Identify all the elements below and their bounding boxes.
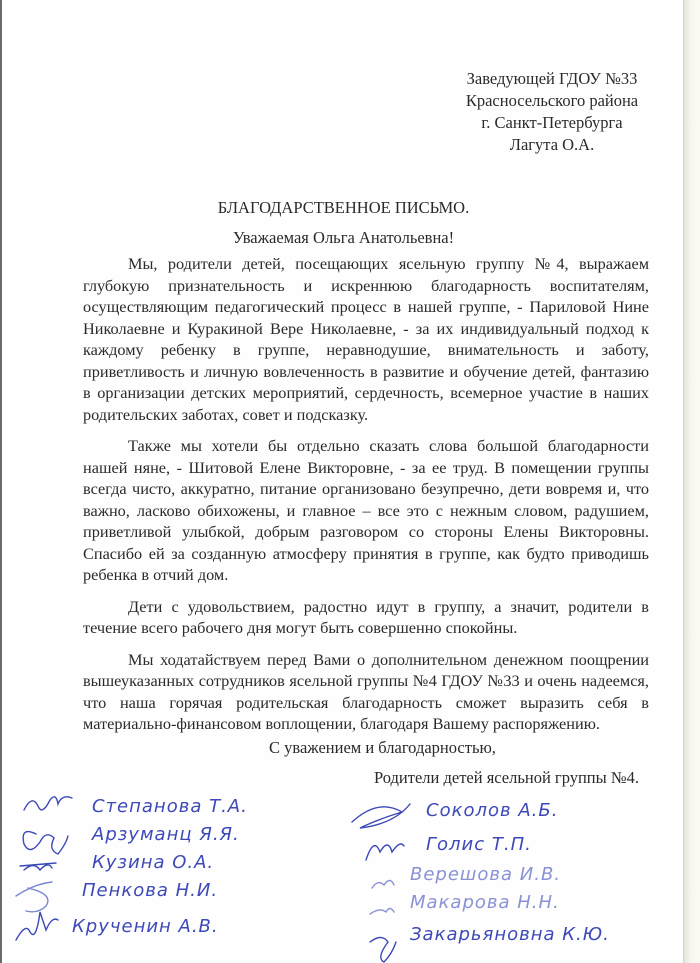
signature-left-5: Крученин А.В. (72, 916, 219, 937)
addressee-line: г. Санкт-Петербурга (481, 113, 623, 132)
signature-mark (352, 804, 410, 828)
body-paragraph: Дети с удовольствием, радостно идут в группу, а значит, родители в течение всего рабочего дня могут быть совершенно спокойны. (83, 596, 649, 637)
addressee-line: Красносельского района (465, 91, 639, 110)
scanner-page-edge (683, 0, 700, 963)
signature-right-2: Голис Т.П. (426, 834, 532, 855)
signed-by-line: Родители детей ясельной группы №4. (374, 768, 639, 787)
signature-left-3: Кузина О.А. (92, 852, 215, 873)
addressee-line: Заведующей ГДОУ №33 (466, 69, 638, 88)
letter-title: БЛАГОДАРСТВЕННОЕ ПИСЬМО. (217, 198, 470, 217)
signature-left-1: Степанова Т.А. (92, 796, 248, 817)
signature-right-3: Верешова И.В. (410, 864, 562, 885)
body-paragraph: Также мы хотели бы отдельно сказать слова большой благодарности нашей няне, - Шитовой Елене Викторовне, - за ее труд. В помещении группы всегда чисто, аккуратно, питание организовано безупречно, дети вовремя и, что важно, ласково обихожены, и главное – все это с нежным словом, радушием, приветливой улыбкой, добрым разговором со стороны Елены Викторовны. Спасибо ей за созданную атмосферу принятия в группе, как будто приводишь ребенка в отчий дом. (83, 436, 649, 584)
body-paragraph: Мы, родители детей, посещающих ясельную группу №4, выражаем глубокую признательность и искреннюю благодарность воспитателям, осуществляющим педагогический процесс в нашей группе, - Париловой Нине Николаевне и Куракиной Вере Николаевне, - за их индивидуальный подход к каждому ребенку в группе, неравнодушие, внимательность и заботу, приветливость и личную вовлеченность в развитие и обучение детей, фантазию в организации детских мероприятий, сердечность, всемерное участие в наших родительских заботах, совет и подсказку. (83, 254, 649, 424)
signature-mark (372, 881, 394, 889)
closing-line: С уважением и благодарностью, (269, 738, 496, 757)
signature-mark (370, 938, 396, 963)
salutation: Уважаемая Ольга Анатольевна! (232, 228, 455, 247)
signature-right-4: Макарова Н.Н. (410, 892, 560, 913)
signature-mark (16, 912, 58, 940)
addressee-line: Лагута О.А. (509, 135, 595, 154)
signature-mark (370, 909, 394, 915)
signature-left-4: Пенкова Н.И. (82, 880, 219, 901)
signature-mark (16, 882, 52, 912)
signature-mark (366, 844, 404, 860)
signature-mark (23, 832, 68, 854)
body-paragraph: Мы ходатайствуем перед Вами о дополнительном денежном поощрении вышеуказанных сотрудников ясельной группы №4 ГДОУ №33 и очень надеемся, что наша горячая родительская благодарность сможет выразить себя в материально-финансовом воплощении, благодаря Вашему распоряжению. (83, 649, 649, 733)
signature-right-5: Закарьяновна К.Ю. (410, 924, 610, 945)
signature-mark (20, 863, 56, 870)
signature-mark (24, 797, 72, 810)
signature-right-1: Соколов А.Б. (426, 800, 559, 821)
signature-left-2: Арзуманц Я.Я. (92, 824, 240, 845)
signature-scribbles (2, 0, 685, 963)
